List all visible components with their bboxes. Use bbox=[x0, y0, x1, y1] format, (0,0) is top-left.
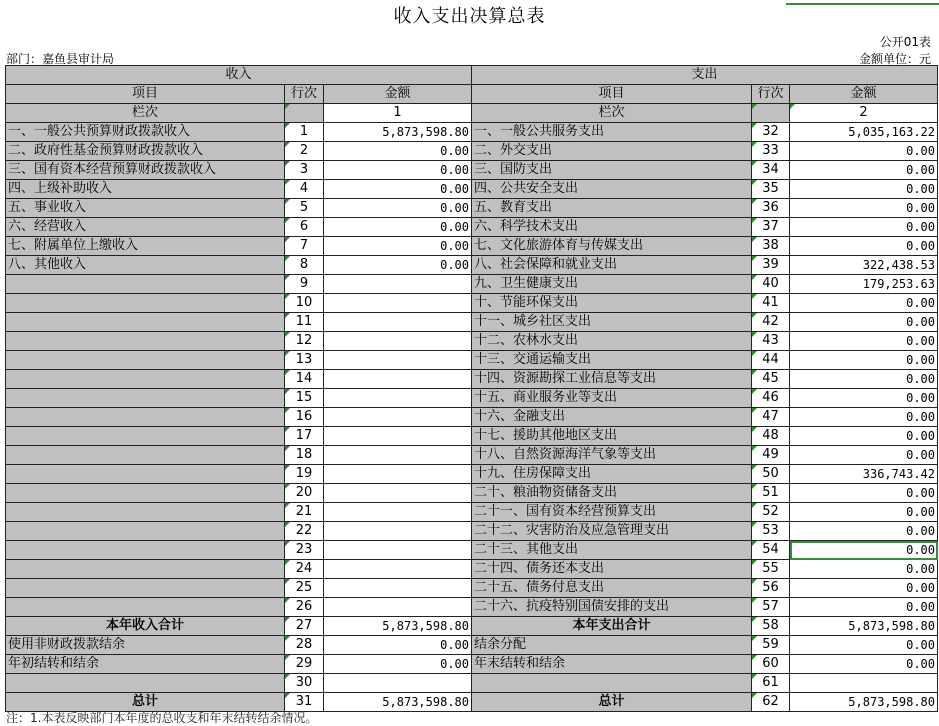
expense-item-cell[interactable]: 六、科学技术支出 bbox=[472, 218, 752, 237]
expense-amount-cell[interactable]: 0.00 bbox=[790, 142, 938, 161]
income-amount-cell[interactable] bbox=[324, 351, 472, 370]
table-row bbox=[6, 313, 938, 332]
income-row-number[interactable]: 8 bbox=[285, 256, 324, 275]
expense-row-number[interactable]: 51 bbox=[752, 484, 790, 503]
expense-column-index: 2 bbox=[790, 104, 938, 123]
expense-amount-cell[interactable]: 5,873,598.80 bbox=[790, 693, 938, 712]
expense-lanci-label: 栏次 bbox=[472, 104, 752, 123]
income-row-number[interactable]: 15 bbox=[285, 389, 324, 408]
income-item-cell[interactable] bbox=[6, 522, 285, 541]
expense-item-cell[interactable]: 年末结转和结余 bbox=[472, 655, 752, 674]
expense-item-cell[interactable]: 十、节能环保支出 bbox=[472, 294, 752, 313]
table-row bbox=[6, 199, 938, 218]
expense-item-cell[interactable]: 十三、交通运输支出 bbox=[472, 351, 752, 370]
income-item-cell[interactable]: 二、政府性基金预算财政拨款收入 bbox=[6, 142, 285, 161]
table-row bbox=[6, 427, 938, 446]
income-row-number[interactable]: 21 bbox=[285, 503, 324, 522]
income-row-number[interactable]: 24 bbox=[285, 560, 324, 579]
expense-item-cell[interactable]: 本年支出合计 bbox=[472, 617, 752, 636]
income-item-cell[interactable]: 一、一般公共预算财政拨款收入 bbox=[6, 123, 285, 142]
expense-amount-cell[interactable]: 0.00 bbox=[790, 503, 938, 522]
table-row bbox=[6, 256, 938, 275]
expense-amount-cell[interactable]: 0.00 bbox=[790, 446, 938, 465]
expense-amount-cell[interactable]: 336,743.42 bbox=[790, 465, 938, 484]
income-item-cell[interactable] bbox=[6, 332, 285, 351]
income-section-header: 收入 bbox=[6, 66, 472, 85]
income-item-cell[interactable] bbox=[6, 579, 285, 598]
expense-row-number[interactable]: 35 bbox=[752, 180, 790, 199]
expense-item-cell[interactable]: 二十五、债务付息支出 bbox=[472, 579, 752, 598]
expense-item-cell[interactable]: 二十一、国有资本经营预算支出 bbox=[472, 503, 752, 522]
table-row bbox=[6, 408, 938, 427]
expense-row-number[interactable]: 50 bbox=[752, 465, 790, 484]
expense-amount-cell[interactable]: 0.00 bbox=[790, 655, 938, 674]
expense-amount-header: 金额 bbox=[790, 85, 938, 104]
expense-row-number[interactable]: 62 bbox=[752, 693, 790, 712]
income-item-cell[interactable] bbox=[6, 503, 285, 522]
income-item-cell[interactable] bbox=[6, 560, 285, 579]
expense-row-number[interactable]: 57 bbox=[752, 598, 790, 617]
expense-amount-cell[interactable]: 0.00 bbox=[790, 579, 938, 598]
expense-row-number[interactable]: 43 bbox=[752, 332, 790, 351]
expense-amount-cell[interactable]: 5,035,163.22 bbox=[790, 123, 938, 142]
expense-amount-cell[interactable]: 0.00 bbox=[790, 484, 938, 503]
department-label: 部门：嘉鱼县审计局 bbox=[6, 52, 115, 66]
expense-amount-cell[interactable]: 5,873,598.80 bbox=[790, 617, 938, 636]
income-item-cell[interactable]: 使用非财政拨款结余 bbox=[6, 636, 285, 655]
income-item-cell[interactable] bbox=[6, 484, 285, 503]
income-row-number[interactable]: 18 bbox=[285, 446, 324, 465]
expense-amount-cell[interactable]: 0.00 bbox=[790, 522, 938, 541]
income-item-cell[interactable]: 五、事业收入 bbox=[6, 199, 285, 218]
income-amount-cell[interactable] bbox=[324, 522, 472, 541]
expense-item-cell[interactable]: 十八、自然资源海洋气象等支出 bbox=[472, 446, 752, 465]
expense-item-cell[interactable] bbox=[472, 674, 752, 693]
income-amount-cell[interactable] bbox=[324, 389, 472, 408]
expense-item-cell[interactable]: 二、外交支出 bbox=[472, 142, 752, 161]
expense-row-number[interactable]: 47 bbox=[752, 408, 790, 427]
income-item-cell[interactable]: 七、附属单位上缴收入 bbox=[6, 237, 285, 256]
income-amount-cell[interactable] bbox=[324, 503, 472, 522]
expense-row-number[interactable]: 48 bbox=[752, 427, 790, 446]
table-row bbox=[6, 484, 938, 503]
expense-row-number[interactable]: 40 bbox=[752, 275, 790, 294]
income-item-header: 项目 bbox=[6, 85, 285, 104]
expense-amount-cell[interactable]: 0.00 bbox=[790, 389, 938, 408]
income-amount-cell[interactable] bbox=[324, 484, 472, 503]
income-row-number[interactable]: 3 bbox=[285, 161, 324, 180]
table-row bbox=[6, 579, 938, 598]
income-item-cell[interactable] bbox=[6, 427, 285, 446]
expense-item-cell[interactable]: 十五、商业服务业等支出 bbox=[472, 389, 752, 408]
expense-item-cell[interactable]: 十四、资源勘探工业信息等支出 bbox=[472, 370, 752, 389]
income-row-number[interactable]: 23 bbox=[285, 541, 324, 560]
income-amount-cell[interactable] bbox=[324, 370, 472, 389]
income-item-cell[interactable]: 三、国有资本经营预算财政拨款收入 bbox=[6, 161, 285, 180]
expense-section-header: 支出 bbox=[472, 66, 938, 85]
income-amount-cell[interactable]: 0.00 bbox=[324, 237, 472, 256]
expense-item-cell[interactable]: 四、公共安全支出 bbox=[472, 180, 752, 199]
expense-amount-cell[interactable]: 0.00 bbox=[790, 370, 938, 389]
income-amount-cell[interactable]: 0.00 bbox=[324, 142, 472, 161]
expense-amount-cell[interactable]: 0.00 bbox=[790, 199, 938, 218]
income-item-cell[interactable] bbox=[6, 674, 285, 693]
table-row bbox=[6, 180, 938, 199]
table-row bbox=[6, 142, 938, 161]
expense-item-cell[interactable]: 十九、住房保障支出 bbox=[472, 465, 752, 484]
expense-item-cell[interactable]: 五、教育支出 bbox=[472, 199, 752, 218]
income-rowno-header: 行次 bbox=[285, 85, 324, 104]
expense-row-number[interactable]: 54 bbox=[752, 541, 790, 560]
table-row bbox=[6, 541, 938, 560]
expense-item-cell[interactable]: 十二、农林水支出 bbox=[472, 332, 752, 351]
table-row bbox=[6, 465, 938, 484]
expense-row-number[interactable]: 61 bbox=[752, 674, 790, 693]
table-row bbox=[6, 655, 938, 674]
expense-row-number[interactable]: 46 bbox=[752, 389, 790, 408]
income-row-number[interactable]: 11 bbox=[285, 313, 324, 332]
expense-amount-cell[interactable]: 0.00 bbox=[790, 294, 938, 313]
income-item-cell[interactable]: 年初结转和结余 bbox=[6, 655, 285, 674]
income-row-number[interactable]: 5 bbox=[285, 199, 324, 218]
income-amount-cell[interactable] bbox=[324, 598, 472, 617]
income-amount-cell[interactable] bbox=[324, 332, 472, 351]
expense-amount-cell[interactable] bbox=[790, 674, 938, 693]
income-row-number[interactable]: 27 bbox=[285, 617, 324, 636]
expense-row-number[interactable]: 53 bbox=[752, 522, 790, 541]
expense-amount-cell[interactable]: 0.00 bbox=[790, 237, 938, 256]
page-title: 收入支出决算总表 bbox=[393, 6, 546, 27]
expense-item-cell[interactable]: 十六、金融支出 bbox=[472, 408, 752, 427]
income-item-cell[interactable] bbox=[6, 446, 285, 465]
income-row-number[interactable]: 1 bbox=[285, 123, 324, 142]
income-amount-cell[interactable]: 0.00 bbox=[324, 636, 472, 655]
expense-row-number[interactable]: 37 bbox=[752, 218, 790, 237]
expense-amount-cell[interactable]: 0.00 bbox=[790, 408, 938, 427]
income-item-cell[interactable] bbox=[6, 294, 285, 313]
income-column-index: 1 bbox=[324, 104, 472, 123]
income-item-cell[interactable]: 六、经营收入 bbox=[6, 218, 285, 237]
table-row bbox=[6, 636, 938, 655]
income-amount-cell[interactable] bbox=[324, 313, 472, 332]
income-item-cell[interactable] bbox=[6, 541, 285, 560]
expense-item-cell[interactable]: 七、文化旅游体育与传媒支出 bbox=[472, 237, 752, 256]
expense-item-cell[interactable]: 九、卫生健康支出 bbox=[472, 275, 752, 294]
expense-item-cell[interactable]: 结余分配 bbox=[472, 636, 752, 655]
income-amount-cell[interactable]: 0.00 bbox=[324, 655, 472, 674]
expense-item-cell[interactable]: 十一、城乡社区支出 bbox=[472, 313, 752, 332]
expense-item-cell[interactable]: 十七、援助其他地区支出 bbox=[472, 427, 752, 446]
table-row bbox=[6, 294, 938, 313]
table-row bbox=[6, 389, 938, 408]
income-amount-cell[interactable] bbox=[324, 541, 472, 560]
income-row-number[interactable]: 12 bbox=[285, 332, 324, 351]
expense-row-number[interactable]: 42 bbox=[752, 313, 790, 332]
income-row-number[interactable]: 4 bbox=[285, 180, 324, 199]
income-row-number[interactable]: 17 bbox=[285, 427, 324, 446]
income-row-number[interactable]: 31 bbox=[285, 693, 324, 712]
expense-row-number[interactable]: 44 bbox=[752, 351, 790, 370]
income-amount-cell[interactable] bbox=[324, 294, 472, 313]
expense-row-number[interactable]: 36 bbox=[752, 199, 790, 218]
table-row bbox=[6, 123, 938, 142]
income-row-number[interactable]: 20 bbox=[285, 484, 324, 503]
income-amount-cell[interactable]: 0.00 bbox=[324, 256, 472, 275]
expense-row-number[interactable]: 45 bbox=[752, 370, 790, 389]
income-row-number[interactable]: 19 bbox=[285, 465, 324, 484]
table-row bbox=[6, 332, 938, 351]
expense-amount-cell[interactable]: 0.00 bbox=[790, 218, 938, 237]
table-row bbox=[6, 351, 938, 370]
income-amount-cell[interactable] bbox=[324, 674, 472, 693]
footnote: 注：1.本表反映部门本年度的总收支和年末结转结余情况。 bbox=[6, 711, 318, 725]
income-item-cell[interactable]: 本年收入合计 bbox=[6, 617, 285, 636]
income-item-cell[interactable]: 四、上级补助收入 bbox=[6, 180, 285, 199]
expense-item-cell[interactable]: 二十四、债务还本支出 bbox=[472, 560, 752, 579]
income-row-number[interactable]: 29 bbox=[285, 655, 324, 674]
income-item-cell[interactable] bbox=[6, 313, 285, 332]
table-row bbox=[6, 446, 938, 465]
income-row-number[interactable]: 30 bbox=[285, 674, 324, 693]
income-amount-cell[interactable] bbox=[324, 275, 472, 294]
expense-amount-cell[interactable]: 0.00 bbox=[790, 636, 938, 655]
income-item-cell[interactable]: 八、其他收入 bbox=[6, 256, 285, 275]
income-item-cell[interactable] bbox=[6, 598, 285, 617]
income-item-cell[interactable] bbox=[6, 465, 285, 484]
income-row-number[interactable]: 14 bbox=[285, 370, 324, 389]
expense-amount-cell[interactable]: 0.00 bbox=[790, 180, 938, 199]
expense-item-cell[interactable]: 二十三、其他支出 bbox=[472, 541, 752, 560]
income-row-number[interactable]: 10 bbox=[285, 294, 324, 313]
income-amount-cell[interactable]: 0.00 bbox=[324, 180, 472, 199]
income-item-cell[interactable] bbox=[6, 408, 285, 427]
expense-item-cell[interactable]: 三、国防支出 bbox=[472, 161, 752, 180]
table-row bbox=[6, 674, 938, 693]
expense-row-number[interactable]: 38 bbox=[752, 237, 790, 256]
table-row bbox=[6, 503, 938, 522]
expense-item-cell[interactable]: 一、一般公共服务支出 bbox=[472, 123, 752, 142]
income-amount-cell[interactable] bbox=[324, 446, 472, 465]
expense-row-number[interactable]: 34 bbox=[752, 161, 790, 180]
income-amount-cell[interactable]: 0.00 bbox=[324, 199, 472, 218]
table-row bbox=[6, 218, 938, 237]
expense-row-number[interactable]: 33 bbox=[752, 142, 790, 161]
expense-amount-cell[interactable]: 0.00 bbox=[790, 351, 938, 370]
expense-item-cell[interactable]: 八、社会保障和就业支出 bbox=[472, 256, 752, 275]
expense-row-number[interactable]: 58 bbox=[752, 617, 790, 636]
expense-lanci-blank bbox=[752, 104, 790, 123]
expense-item-cell[interactable]: 二十、粮油物资储备支出 bbox=[472, 484, 752, 503]
table-row bbox=[6, 617, 938, 636]
expense-row-number[interactable]: 52 bbox=[752, 503, 790, 522]
income-amount-cell[interactable]: 0.00 bbox=[324, 218, 472, 237]
expense-item-header: 项目 bbox=[472, 85, 752, 104]
income-amount-cell[interactable]: 5,873,598.80 bbox=[324, 693, 472, 712]
income-row-number[interactable]: 6 bbox=[285, 218, 324, 237]
unit-label: 金额单位：元 bbox=[858, 52, 931, 66]
income-amount-cell[interactable]: 5,873,598.80 bbox=[324, 123, 472, 142]
expense-row-number[interactable]: 41 bbox=[752, 294, 790, 313]
expense-amount-cell[interactable]: 0.00 bbox=[790, 541, 938, 560]
income-row-number[interactable]: 28 bbox=[285, 636, 324, 655]
expense-row-number[interactable]: 39 bbox=[752, 256, 790, 275]
income-row-number[interactable]: 2 bbox=[285, 142, 324, 161]
expense-row-number[interactable]: 56 bbox=[752, 579, 790, 598]
expense-amount-cell[interactable]: 0.00 bbox=[790, 427, 938, 446]
income-item-cell[interactable] bbox=[6, 370, 285, 389]
expense-amount-cell[interactable]: 0.00 bbox=[790, 332, 938, 351]
expense-item-cell[interactable]: 二十二、灾害防治及应急管理支出 bbox=[472, 522, 752, 541]
income-amount-cell[interactable]: 0.00 bbox=[324, 161, 472, 180]
table-row bbox=[6, 598, 938, 617]
income-amount-cell[interactable] bbox=[324, 408, 472, 427]
expense-row-number[interactable]: 55 bbox=[752, 560, 790, 579]
expense-amount-cell[interactable]: 0.00 bbox=[790, 598, 938, 617]
expense-amount-cell[interactable]: 0.00 bbox=[790, 313, 938, 332]
table-row bbox=[6, 237, 938, 256]
income-row-number[interactable]: 26 bbox=[285, 598, 324, 617]
expense-row-number[interactable]: 32 bbox=[752, 123, 790, 142]
income-item-cell[interactable] bbox=[6, 389, 285, 408]
income-row-number[interactable]: 22 bbox=[285, 522, 324, 541]
expense-amount-cell[interactable]: 179,253.63 bbox=[790, 275, 938, 294]
income-item-cell[interactable]: 总计 bbox=[6, 693, 285, 712]
income-item-cell[interactable] bbox=[6, 275, 285, 294]
expense-item-cell[interactable]: 总计 bbox=[472, 693, 752, 712]
expense-rowno-header: 行次 bbox=[752, 85, 790, 104]
table-row bbox=[6, 275, 938, 294]
expense-amount-cell[interactable]: 0.00 bbox=[790, 560, 938, 579]
income-lanci-blank bbox=[285, 104, 324, 123]
income-lanci-label: 栏次 bbox=[6, 104, 285, 123]
income-amount-header: 金额 bbox=[324, 85, 472, 104]
income-row-number[interactable]: 25 bbox=[285, 579, 324, 598]
table-row bbox=[6, 370, 938, 389]
income-row-number[interactable]: 16 bbox=[285, 408, 324, 427]
expense-amount-cell[interactable]: 0.00 bbox=[790, 161, 938, 180]
income-amount-cell[interactable] bbox=[324, 579, 472, 598]
income-row-number[interactable]: 13 bbox=[285, 351, 324, 370]
income-amount-cell[interactable] bbox=[324, 560, 472, 579]
summary-table bbox=[5, 65, 938, 712]
expense-row-number[interactable]: 59 bbox=[752, 636, 790, 655]
income-item-cell[interactable] bbox=[6, 351, 285, 370]
expense-row-number[interactable]: 49 bbox=[752, 446, 790, 465]
income-amount-cell[interactable] bbox=[324, 427, 472, 446]
income-row-number[interactable]: 7 bbox=[285, 237, 324, 256]
expense-row-number[interactable]: 60 bbox=[752, 655, 790, 674]
table-row bbox=[6, 560, 938, 579]
form-number: 公开01表 bbox=[879, 35, 931, 49]
income-amount-cell[interactable] bbox=[324, 465, 472, 484]
income-amount-cell[interactable]: 5,873,598.80 bbox=[324, 617, 472, 636]
table-row bbox=[6, 161, 938, 180]
table-row bbox=[6, 522, 938, 541]
expense-item-cell[interactable]: 二十六、抗疫特别国债安排的支出 bbox=[472, 598, 752, 617]
expense-amount-cell[interactable]: 322,438.53 bbox=[790, 256, 938, 275]
income-row-number[interactable]: 9 bbox=[285, 275, 324, 294]
